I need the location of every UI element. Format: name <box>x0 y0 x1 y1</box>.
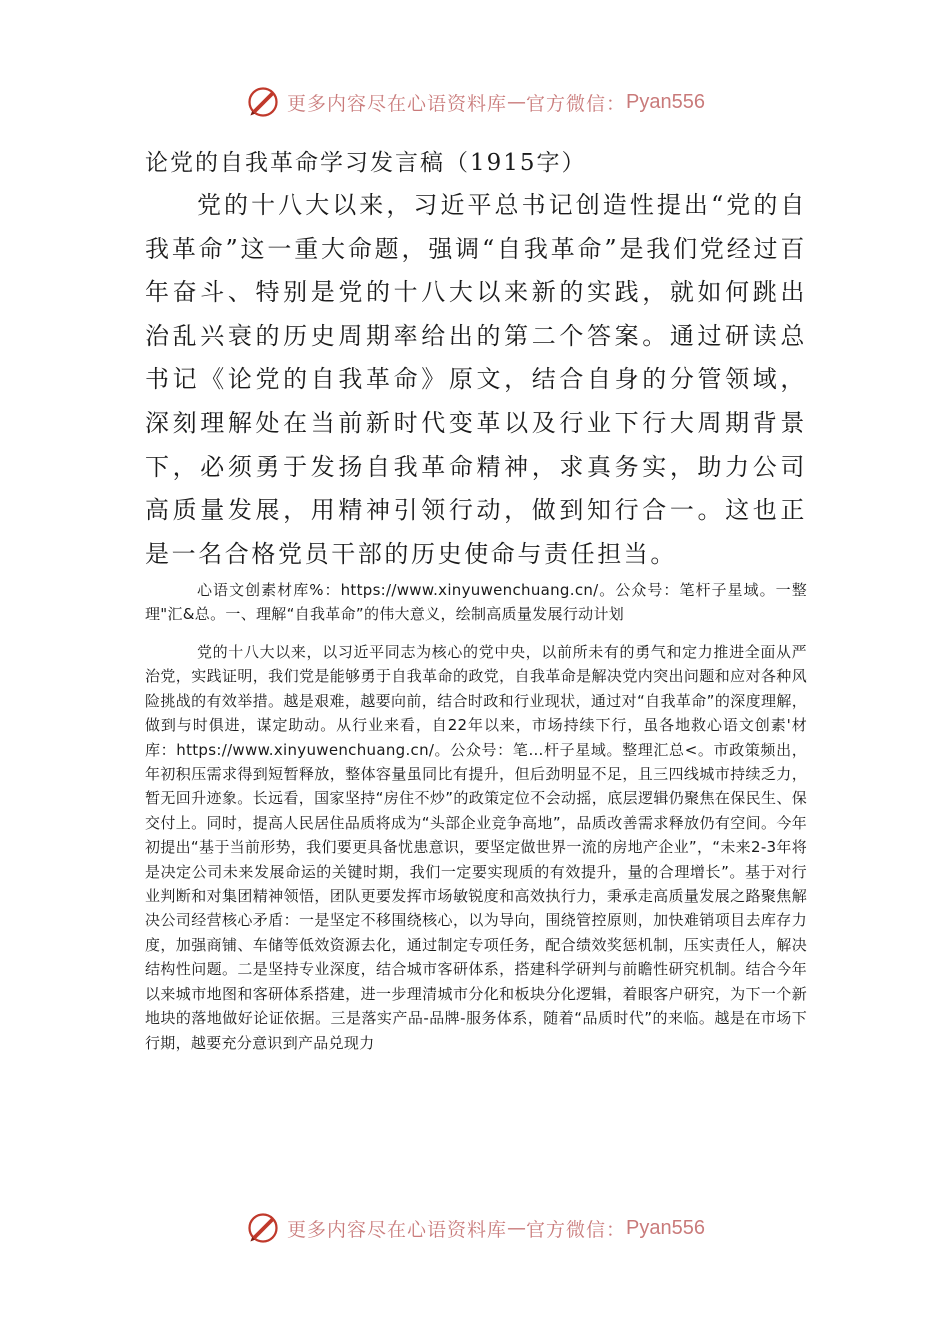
banner-label: 官方微信： <box>526 92 627 115</box>
banner-separator: — <box>507 91 527 113</box>
body-paragraph-2: 党的十八大以来，以习近平同志为核心的党中央，以前所未有的勇气和定力推进全面从严治党，实践证明，我们党是能够勇于自我革命的政党，自我革命是解决党内突出问题和应对各种风险挑战的有效举措。越是艰难，越要向前，结合时政和行业现状，通过对“自我革命”的深度理解，做到与时俱进，谋定助动。从行业来看，自22年以来，市场持续下行，虽各地救心语文创素'材库：https://www.xinyuwenchuang.cn/。公众号：笔…杆子星域。整理汇总<。市政策频出，年初积压需求得到短暂释放，整体容量虽同比有提升，但后劲明显不足，且三四线城市持续乏力，暂无回升迹象。长远看，国家坚持“房住不炒”的政策定位不会动摇，底层逻辑仍聚焦在保民生、保交付上。同时，提高人民居住品质将成为“头部企业竞争高地”，品质改善需求释放仍有空间。今年初提出“基于当前形势，我们要更具备忧患意识，要坚定做世界一流的房地产企业”，“未来2-3年将是决定公司未来发展命运的关键时期，我们一定要实现质的有效提升，量的合理增长”。基于对行业判断和对集团精神领悟，团队更要发挥市场敏锐度和高效执行力，秉承走高质量发展之路聚焦解决公司经营核心矛盾：一是坚定不移围绕核心，以为导向，围绕管控原则，加快难销项目去库存力度，加强商铺、车储等低效资源去化，通过制定专项任务，配合绩效奖惩机制，压实责任人，解决结构性问题。二是坚持专业深度，结合城市客研体系，搭建科学研判与前瞻性研究机制。结合今年以来城市地图和客研体系搭建，进一步理清城市分化和板块分化逻辑，着眼客户研究，为下一个新地块的落地做好论证依据。三是落实产品-品牌-服务体系，随着“品质时代”的来临。越是在市场下行期，越要充分意识到产品兑现力 <box>145 643 807 1052</box>
footer-banner <box>0 1208 950 1248</box>
banner-label: 官方微信： <box>526 1218 627 1241</box>
lead-paragraph: 党的十八大以来，习近平总书记创造性提出“党的自我革命”这一重大命题，强调“自我革命”是我们党经过百年奋斗、特别是党的十八大以来新的实践，就如何跳出治乱兴衰的历史周期率给出的第二个答案。通过研读总书记《论党的自我革命》原文，结合自身的分管领域，深刻理解处在当前新时代变革以及行业下行大周期背景下，必须勇于发扬自我革命精神，求真务实，助力公司高质量发展，用精神引领行动，做到知行合一。这也正是一名合格党员干部的历史使命与责任担当。 <box>145 191 807 568</box>
banner-text: 更多内容尽在心语资料库 <box>287 1218 508 1241</box>
body-paragraph-1: 心语文创素材库%：https://www.xinyuwenchuang.cn/。公众号：笔杆子星域。一整理"汇&总。一、理解“自我革命”的伟大意义，绘制高质量发展行动计划 <box>145 581 807 624</box>
banner-wechat-id: Pyan556 <box>626 90 705 113</box>
header-banner <box>0 82 950 122</box>
banner-wechat-id: Pyan556 <box>626 1216 705 1239</box>
banner-text: 更多内容尽在心语资料库 <box>287 92 508 115</box>
pen-logo-icon <box>245 1210 281 1246</box>
document-title: 论党的自我革命学习发言稿（1915字） <box>145 150 587 176</box>
pen-logo-icon <box>245 84 281 120</box>
banner-separator: — <box>507 1217 527 1239</box>
